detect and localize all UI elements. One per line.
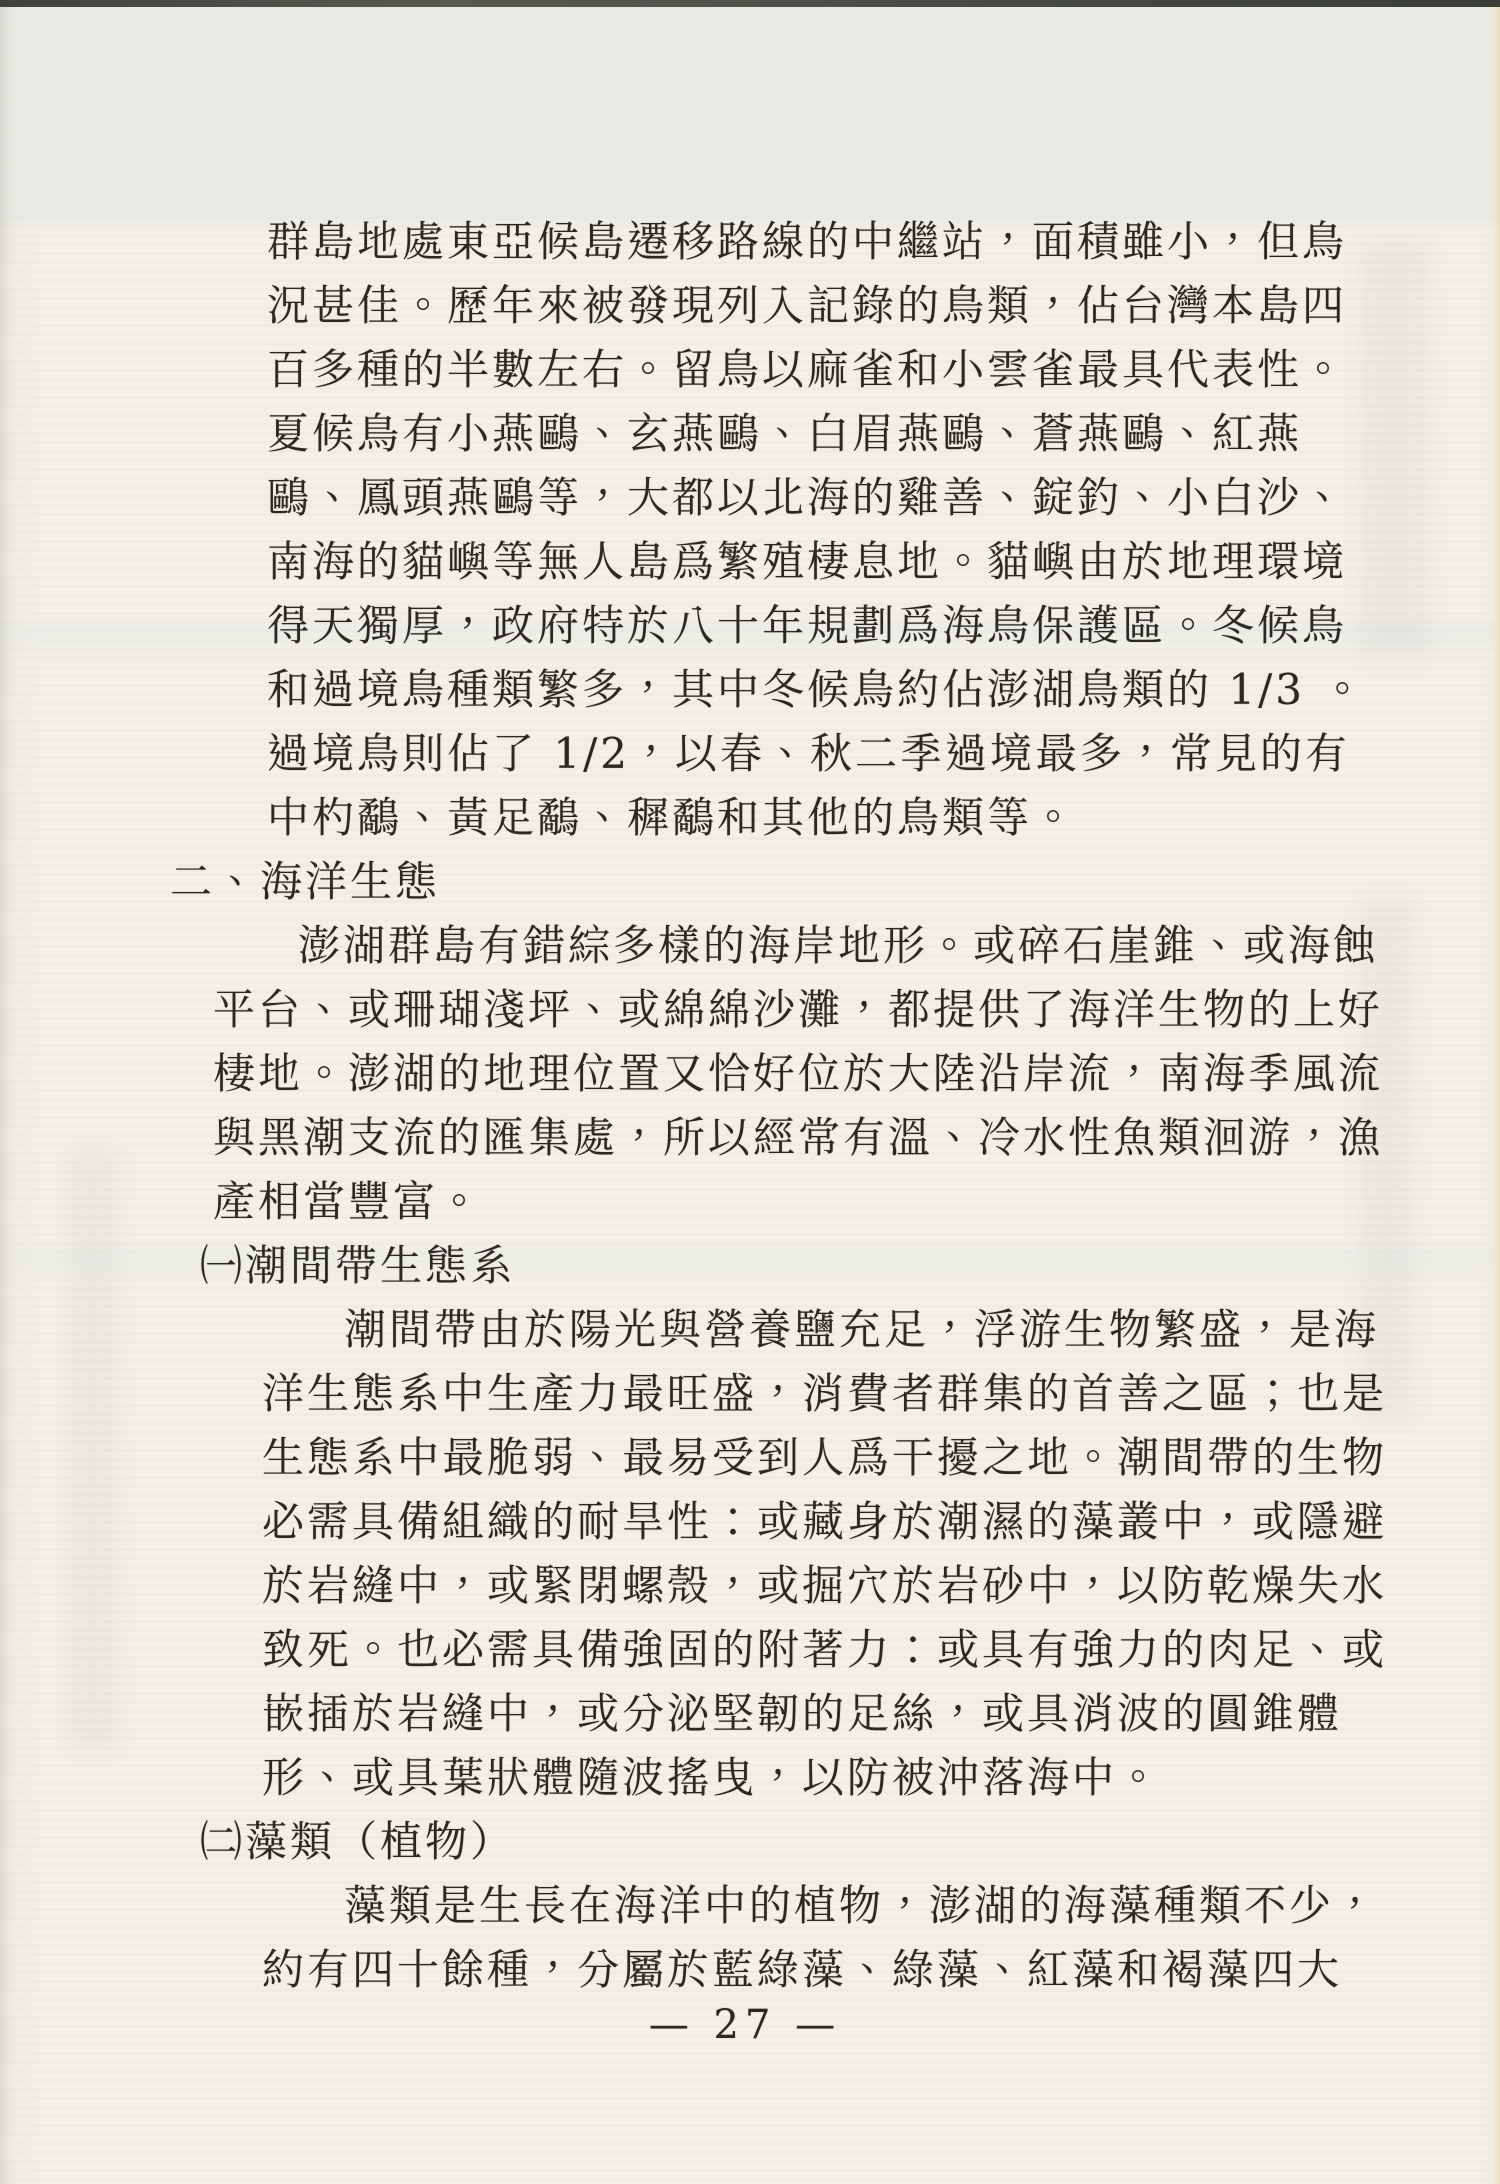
text-line: 澎湖群島有錯綜多樣的海岸地形。或碎石崖錐、或海蝕 <box>298 921 1379 970</box>
text-line: 得天獨厚，政府特於八十年規劃爲海鳥保護區。冬候鳥 <box>267 601 1348 650</box>
text-line: 群島地處東亞候島遷移路線的中繼站，面積雖小，但鳥 <box>267 217 1348 266</box>
text-line: 必需具備組織的耐旱性：或藏身於潮濕的藻叢中，或隱避 <box>262 1497 1388 1546</box>
text-line: 嵌插於岩縫中，或分泌堅韌的足絲，或具消波的圓錐體 <box>262 1689 1343 1738</box>
text-line: 產相當豐富。 <box>213 1177 484 1226</box>
text-line: 過境鳥則佔了 1/2，以春、秋二季過境最多，常見的有 <box>267 729 1350 778</box>
text-line: 於岩縫中，或緊閉螺殼，或掘穴於岩砂中，以防乾燥失水 <box>262 1561 1388 1610</box>
text-line: 藻類是生長在海洋中的植物，澎湖的海藻種類不少， <box>344 1881 1380 1930</box>
text-line: 洋生態系中生產力最旺盛，消費者群集的首善之區；也是 <box>262 1369 1388 1418</box>
page-number: — 27 — <box>648 2002 842 2048</box>
text-line: 中杓鷸、黃足鷸、穉鷸和其他的鳥類等。 <box>267 793 1078 842</box>
text-line: 棲地。澎湖的地理位置又恰好位於大陸沿岸流，南海季風流 <box>213 1049 1384 1098</box>
text-line: 形、或具葉狀體隨波搖曳，以防被沖落海中。 <box>262 1753 1163 1802</box>
text-line: 與黑潮支流的匯集處，所以經常有溫、冷水性魚類洄游，漁 <box>213 1113 1384 1162</box>
text-line: 約有四十餘種，分屬於藍綠藻、綠藻、紅藻和褐藻四大 <box>262 1945 1343 1994</box>
text-line: 夏候鳥有小燕鷗、玄燕鷗、白眉燕鷗、蒼燕鷗、紅燕 <box>267 409 1303 458</box>
text-line: 況甚佳。歷年來被發現列入記錄的鳥類，佔台灣本島四 <box>267 281 1348 330</box>
text-line: 和過境鳥種類繁多，其中冬候鳥約佔澎湖鳥類的 1/3 。 <box>267 665 1367 714</box>
text-line: 潮間帶由於陽光與營養鹽充足，浮游生物繁盛，是海 <box>344 1305 1380 1354</box>
scan-top-edge <box>0 0 1500 7</box>
text-line: 致死。也必需具備強固的附著力：或具有強力的肉足、或 <box>262 1625 1388 1674</box>
text-line: 生態系中最脆弱、最易受到人爲干擾之地。潮間帶的生物 <box>262 1433 1388 1482</box>
section-heading: 二、海洋生態 <box>170 857 441 906</box>
section-heading: ㈠潮間帶生態系 <box>200 1241 516 1290</box>
section-heading: ㈡藻類（植物） <box>200 1817 516 1866</box>
text-line: 鷗、鳳頭燕鷗等，大都以北海的雞善、錠釣、小白沙、 <box>267 473 1348 522</box>
text-line: 百多種的半數左右。留鳥以麻雀和小雲雀最具代表性。 <box>267 345 1348 394</box>
text-line: 平台、或珊瑚淺坪、或綿綿沙灘，都提供了海洋生物的上好 <box>213 985 1384 1034</box>
text-column <box>0 210 1500 2002</box>
text-line: 南海的貓嶼等無人島爲繁殖棲息地。貓嶼由於地理環境 <box>267 537 1348 586</box>
